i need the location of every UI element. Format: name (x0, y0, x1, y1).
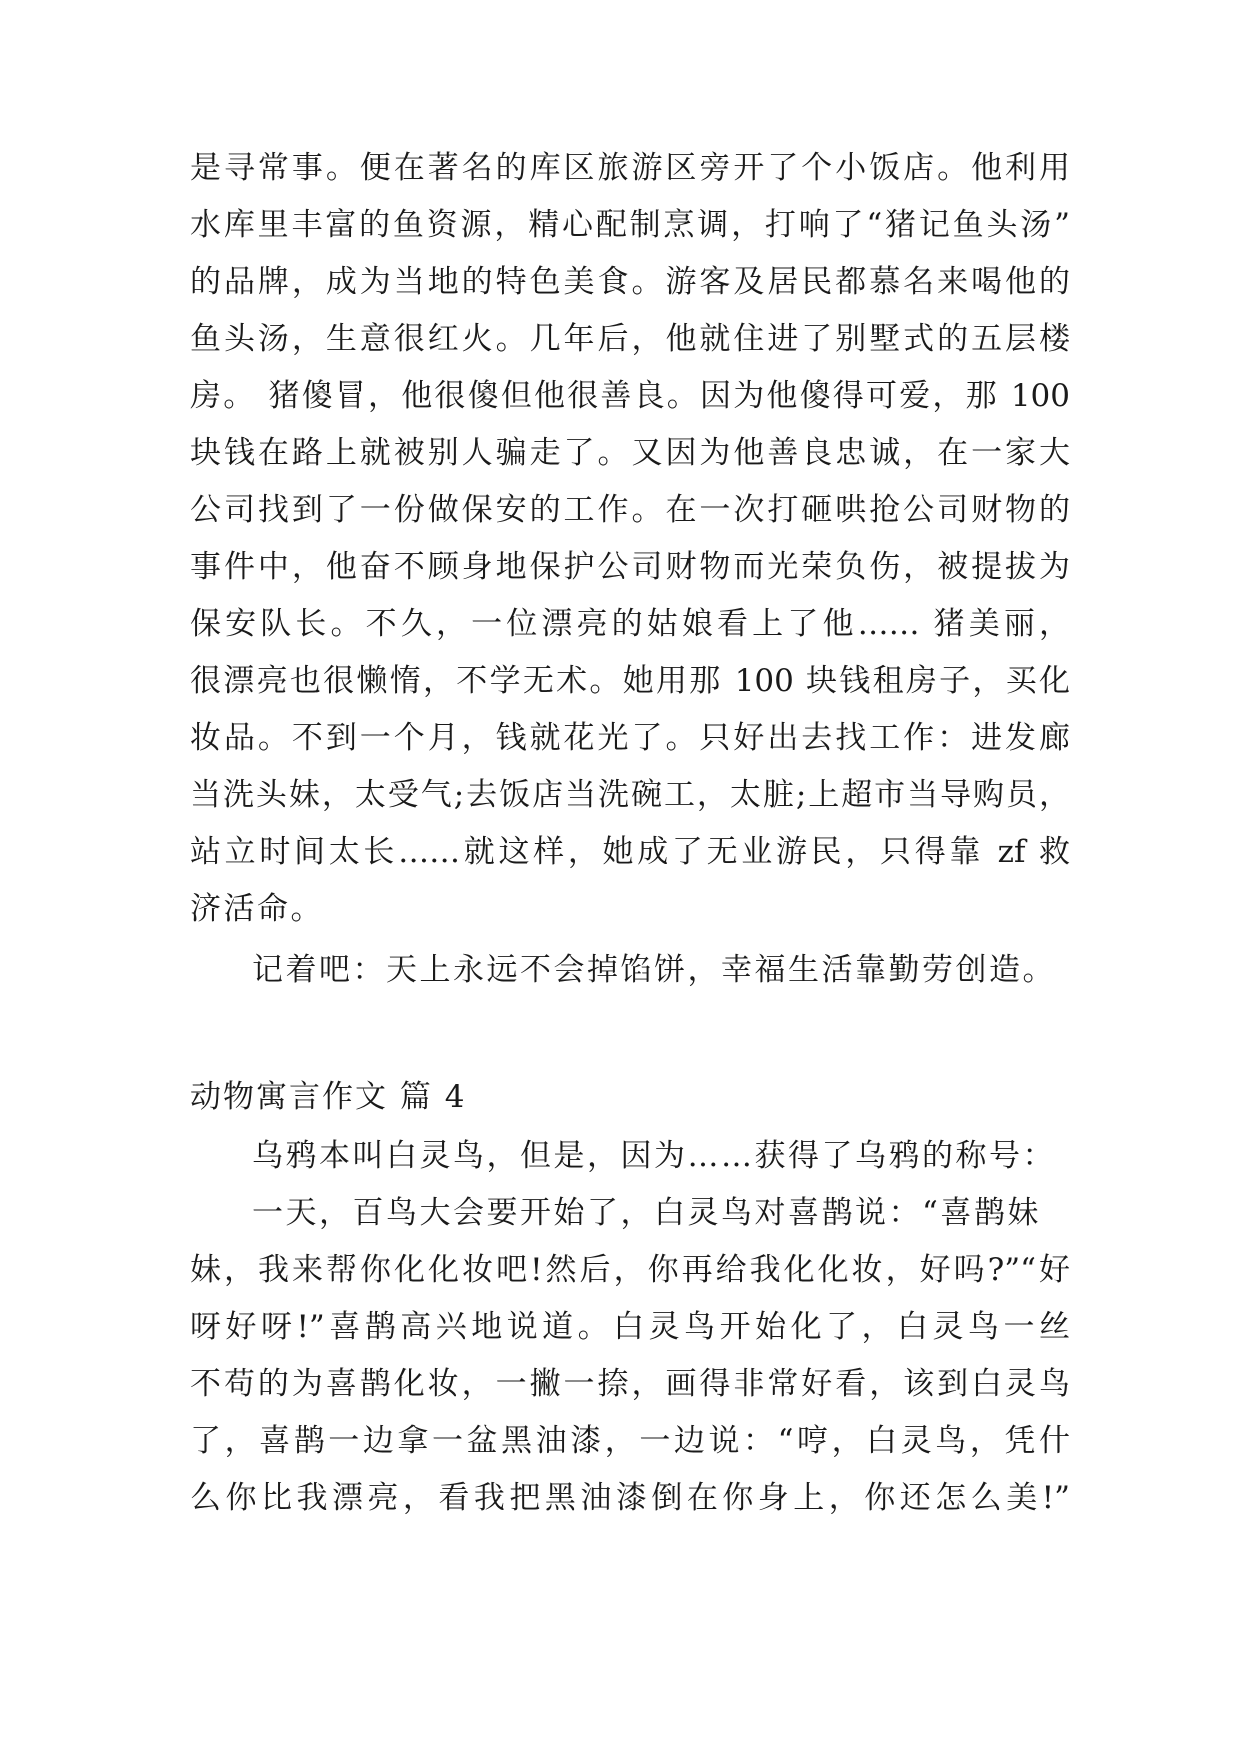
paragraph-line: 事件中，他奋不顾身地保护公司财物而光荣负伤，被提拔为 (190, 549, 1070, 585)
paragraph-line: 当洗头妹，太受气;去饭店当洗碗工，太脏;上超市当导购员， (190, 777, 1070, 813)
section-title: 动物寓言作文 篇 4 (190, 1079, 467, 1115)
paragraph-line: 房。 猪傻冒，他很傻但他很善良。因为他傻得可爱，那 100 (190, 378, 1070, 414)
paragraph-line: 一天，百鸟大会要开始了，白灵鸟对喜鹊说：“喜鹊妹 (252, 1195, 1041, 1231)
paragraph-line: 不苟的为喜鹊化妆，一撇一捺，画得非常好看，该到白灵鸟 (190, 1366, 1070, 1402)
intro-line: 乌鸦本叫白灵鸟，但是，因为……获得了乌鸦的称号： (252, 1138, 1056, 1174)
paragraph-line: 很漂亮也很懒惰，不学无术。她用那 100 块钱租房子，买化 (190, 663, 1070, 699)
paragraph-line: 是寻常事。便在著名的库区旅游区旁开了个小饭店。他利用 (190, 150, 1070, 186)
paragraph-line: 块钱在路上就被别人骗走了。又因为他善良忠诚，在一家大 (190, 435, 1070, 471)
paragraph-line: 水库里丰富的鱼资源，精心配制烹调，打响了“猪记鱼头汤” (190, 207, 1070, 243)
paragraph-line: 呀好呀!”喜鹊高兴地说道。白灵鸟开始化了，白灵鸟一丝 (190, 1309, 1070, 1345)
paragraph-line: 么你比我漂亮，看我把黑油漆倒在你身上，你还怎么美!” (190, 1480, 1070, 1516)
paragraph-line: 站立时间太长……就这样，她成了无业游民，只得靠 zf 救 (190, 834, 1070, 870)
paragraph-line: 的品牌，成为当地的特色美食。游客及居民都慕名来喝他的 (190, 264, 1070, 300)
paragraph-line: 济活命。 (190, 891, 324, 927)
paragraph-line: 妆品。不到一个月，钱就花光了。只好出去找工作：进发廊 (190, 720, 1070, 756)
paragraph-line: 妹，我来帮你化化妆吧!然后，你再给我化化妆，好吗?”“好 (190, 1252, 1070, 1288)
moral-line: 记着吧：天上永远不会掉馅饼，幸福生活靠勤劳创造。 (252, 952, 1056, 988)
paragraph-line: 了，喜鹊一边拿一盆黑油漆，一边说：“哼，白灵鸟，凭什 (190, 1423, 1070, 1459)
paragraph-line: 公司找到了一份做保安的工作。在一次打砸哄抢公司财物的 (190, 492, 1070, 528)
paragraph-line: 鱼头汤，生意很红火。几年后，他就住进了别墅式的五层楼 (190, 321, 1070, 357)
paragraph-line: 保安队长。不久，一位漂亮的姑娘看上了他…… 猪美丽， (190, 606, 1070, 642)
